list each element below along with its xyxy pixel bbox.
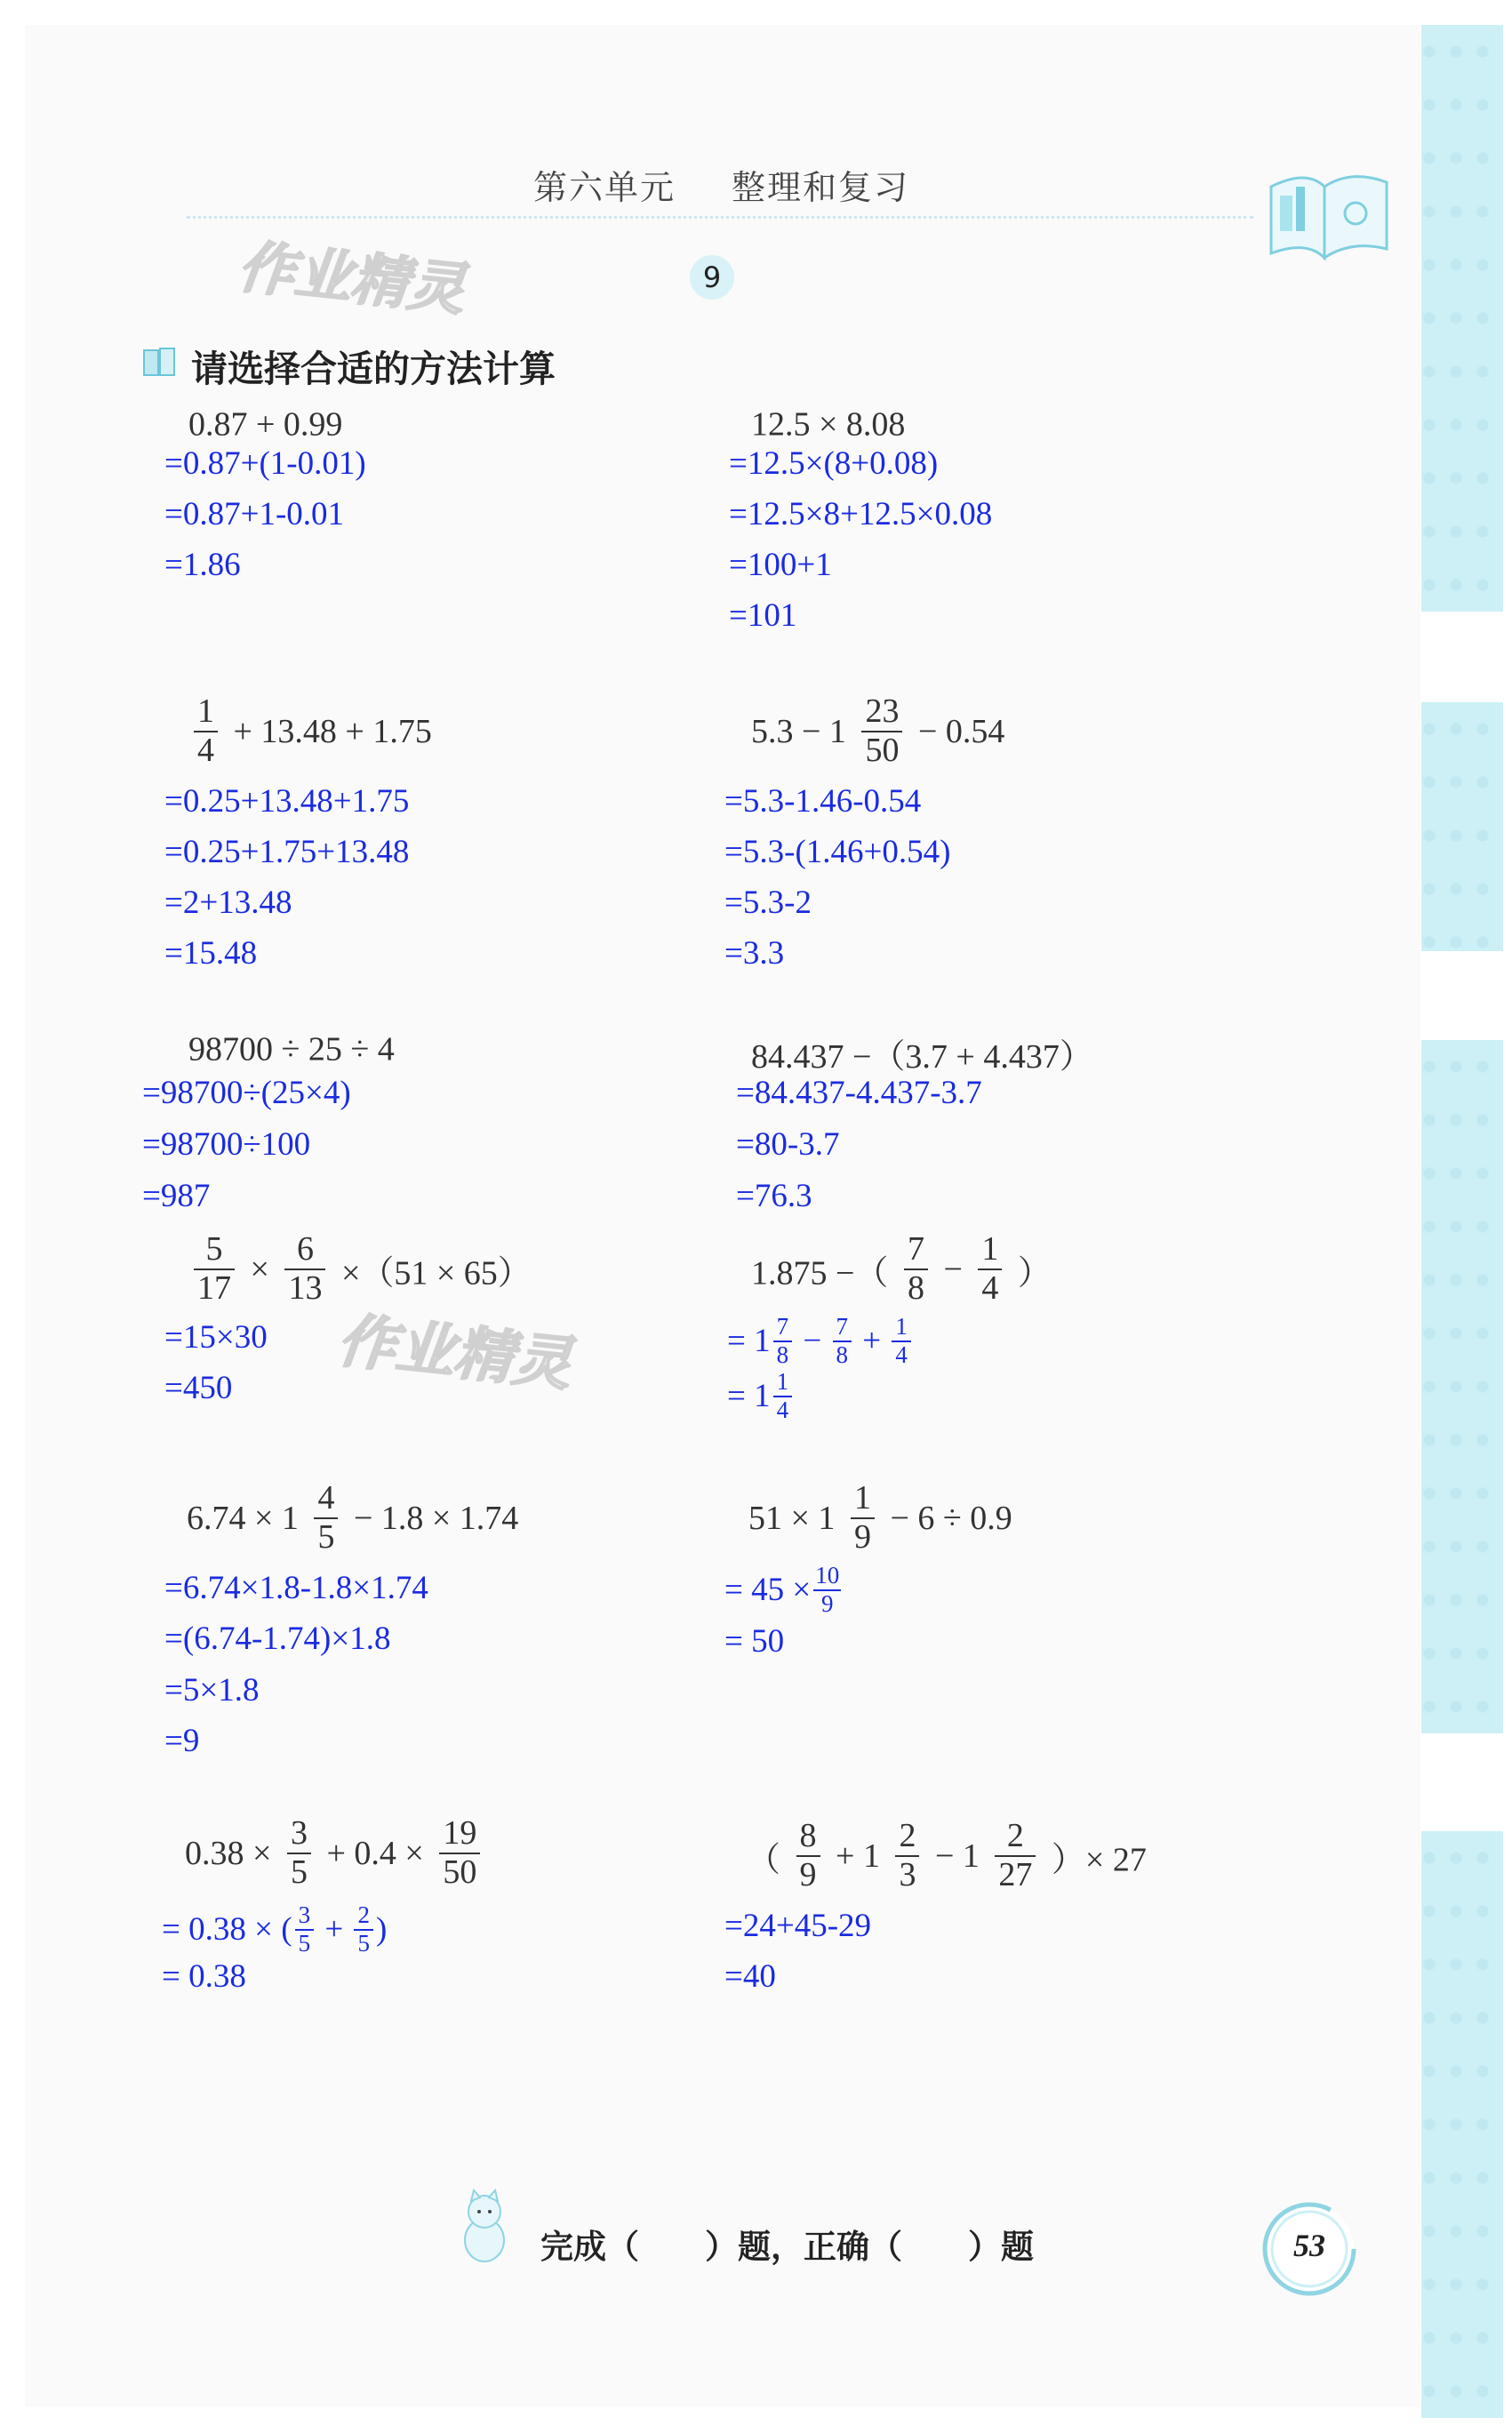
cat-icon <box>444 2187 524 2267</box>
section-title: 请选择合适的方法计算 <box>191 348 556 390</box>
fraction: $\frac{1}{4}$ <box>978 1231 1002 1308</box>
answer-line: = 1 $\frac{1}{4}$ <box>727 1369 795 1423</box>
header-divider <box>187 216 1253 219</box>
problem-2 <box>751 402 905 444</box>
answer-line: =12.5×(8+0.08) <box>729 445 939 482</box>
answer-line: =101 <box>729 597 797 634</box>
completion-record: 完成（ ）题，正确（ ）题 <box>540 2228 1034 2266</box>
answer-line: =12.5×8+12.5×0.08 <box>729 496 993 532</box>
fraction: $\frac{3}{5}$ <box>287 1815 311 1892</box>
problem-6 <box>751 1028 1093 1077</box>
problem-expression: 0.87 + 0.99 <box>188 405 343 444</box>
answer-line: =0.25+1.75+13.48 <box>164 834 410 870</box>
answer-line: =2+13.48 <box>164 884 292 921</box>
fraction: $\frac{8}{9}$ <box>796 1818 820 1894</box>
problem-12: （ $\frac{8}{9}$ + 1 $\frac{2}{3}$ − 1 $\frac{2}{27}$ ）× 27 <box>747 1817 1147 1893</box>
fraction: $\frac{5}{17}$ <box>194 1231 235 1308</box>
answer-line: =6.74×1.8-1.8×1.74 <box>164 1570 428 1606</box>
fraction: $\frac{4}{5}$ <box>314 1480 338 1557</box>
problem-expression: 98700 ÷ 25 ÷ 4 <box>188 1030 395 1068</box>
watermark-middle: 作业精灵 <box>334 1306 575 1399</box>
side-strip-bottom <box>1421 1831 1503 2418</box>
unit-name: 第六单元 <box>533 170 676 207</box>
book-decoration-icon <box>1253 151 1396 267</box>
problem-11: 0.38 × $\frac{3}{5}$ + 0.4 × $\frac{19}{50}$ <box>185 1815 487 1892</box>
problem-4: 5.3 − 1 $\frac{23}{50}$ − 0.54 <box>751 692 1005 769</box>
side-strip-2 <box>1421 702 1503 951</box>
side-strip-3 <box>1421 1040 1503 1733</box>
answer-line: = 0.38 × ( $\frac{3}{5}$ + $\frac{2}{5}$ ) <box>162 1901 388 1957</box>
answer-line: =80-3.7 <box>736 1126 840 1163</box>
answer-line: =0.25+13.48+1.75 <box>164 783 410 820</box>
answer-line: =5.3-1.46-0.54 <box>724 783 922 820</box>
answer-line: = 0.38 <box>162 1958 246 1995</box>
problem-3: $\frac{1}{4}$ + 13.48 + 1.75 <box>187 693 432 770</box>
problem-7: $\frac{5}{17}$ × $\frac{6}{13}$ ×（51 × 65） <box>187 1231 532 1308</box>
side-strip-top <box>1421 25 1503 612</box>
answer-line: =987 <box>142 1178 211 1214</box>
problem-expression: 84.437 −（3.7 + 4.437） <box>751 1038 1093 1076</box>
watermark-top: 作业精灵 <box>235 234 468 324</box>
answer-line: =5.3-(1.46+0.54) <box>724 834 951 870</box>
problem-expression: 12.5 × 8.08 <box>751 405 906 444</box>
answer-line: =24+45-29 <box>724 1908 872 1944</box>
answer-line: =1.86 <box>164 547 241 583</box>
fraction: $\frac{1}{4}$ <box>194 693 218 770</box>
fraction: $\frac{7}{8}$ <box>904 1231 928 1308</box>
answer-line: =(6.74-1.74)×1.8 <box>164 1621 391 1657</box>
book-icon <box>142 345 178 379</box>
answer-line: = 45 × $\frac{10}{9}$ <box>724 1562 840 1617</box>
answer-line: =0.87+(1-0.01) <box>164 445 366 482</box>
answer-line: =15.48 <box>164 935 258 972</box>
answer-line: =84.437-4.437-3.7 <box>736 1075 982 1111</box>
unit-header <box>533 160 909 209</box>
answer-line: =100+1 <box>729 547 832 583</box>
answer-line: =5×1.8 <box>164 1672 260 1709</box>
unit-topic: 整理和复习 <box>732 170 910 207</box>
answer-line: =3.3 <box>724 935 785 972</box>
answer-line: =450 <box>164 1370 233 1406</box>
answer-line: =98700÷100 <box>142 1126 311 1163</box>
answer-line: =98700÷(25×4) <box>142 1075 351 1111</box>
answer-line: =5.3-2 <box>724 884 812 921</box>
exercise-number: 9 <box>690 255 734 300</box>
fraction: $\frac{6}{13}$ <box>284 1231 325 1308</box>
answer-line: = 1 $\frac{7}{8}$ − $\frac{7}{8}$ + $\frac{1}{4}$ <box>727 1314 914 1368</box>
problem-5 <box>188 1027 395 1068</box>
answer-line: =9 <box>164 1723 200 1759</box>
problem-1 <box>188 402 342 444</box>
problem-9: 6.74 × 1 $\frac{4}{5}$ − 1.8 × 1.74 <box>187 1479 519 1556</box>
page-number: 53 <box>1293 2228 1325 2263</box>
fraction: $\frac{1}{9}$ <box>851 1480 875 1557</box>
answer-line: = 50 <box>724 1623 785 1660</box>
answer-line: =40 <box>724 1958 776 1995</box>
answer-line: =0.87+1-0.01 <box>164 496 345 532</box>
fraction: $\frac{19}{50}$ <box>439 1815 480 1892</box>
fraction: $\frac{2}{27}$ <box>995 1818 1036 1894</box>
fraction: $\frac{2}{3}$ <box>895 1818 919 1894</box>
problem-8: 1.875 −（ $\frac{7}{8}$ − $\frac{1}{4}$ ） <box>751 1230 1052 1307</box>
answer-line: =15×30 <box>164 1319 268 1356</box>
fraction: $\frac{23}{50}$ <box>861 693 902 770</box>
problem-10: 51 × 1 $\frac{1}{9}$ − 6 ÷ 0.9 <box>748 1479 1012 1556</box>
answer-line: =76.3 <box>736 1178 812 1214</box>
